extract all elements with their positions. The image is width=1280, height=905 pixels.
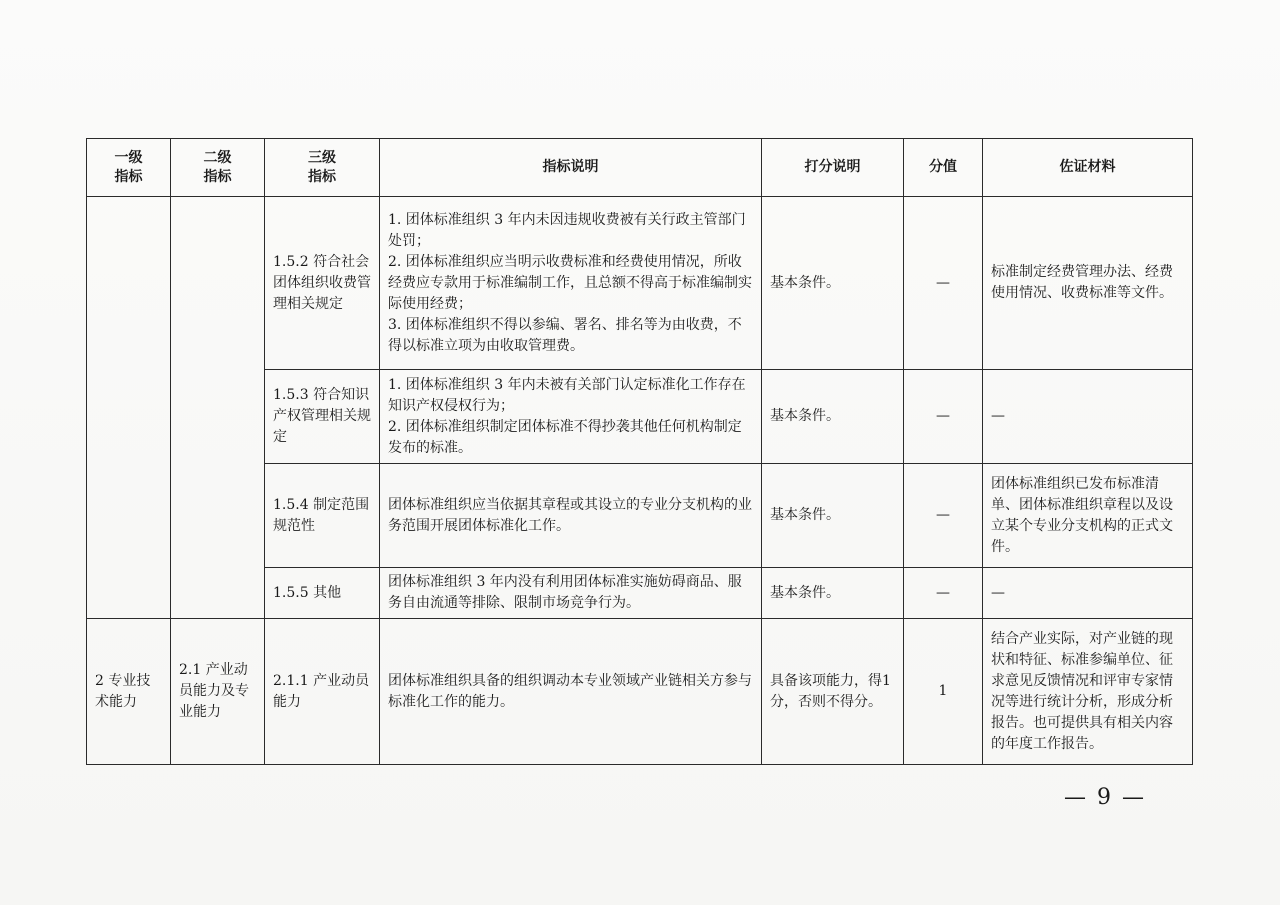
level3-cell: 1.5.3 符合知识产权管理相关规定 bbox=[265, 370, 380, 464]
score-cell: 1 bbox=[904, 619, 983, 765]
scoring-cell: 基本条件。 bbox=[762, 197, 904, 370]
evidence-cell: 标准制定经费管理办法、经费使用情况、收费标准等文件。 bbox=[983, 197, 1193, 370]
table-row bbox=[87, 619, 1193, 765]
scoring-cell: 具备该项能力，得1分，否则不得分。 bbox=[762, 619, 904, 765]
level1-cell: 2 专业技术能力 bbox=[87, 619, 171, 765]
level1-cell-empty bbox=[87, 197, 171, 619]
header-evidence: 佐证材料 bbox=[983, 139, 1193, 197]
evidence-cell: 团体标准组织已发布标准清单、团体标准组织章程以及设立某个专业分支机构的正式文件。 bbox=[983, 464, 1193, 568]
table-row bbox=[87, 197, 1193, 370]
evidence-cell: — bbox=[983, 370, 1193, 464]
score-cell: — bbox=[904, 197, 983, 370]
description-cell: 1. 团体标准组织 3 年内未因违规收费被有关行政主管部门处罚； 2. 团体标准组织应当明示收费标准和经费使用情况，所收经费应专款用于标准编制工作，且总额不得高于标准编制实际使用经费； 3. 团体标准组织不得以参编、署名、排名等为由收费，不得以标准立项为由收取管理费。 bbox=[380, 197, 762, 370]
evidence-cell: — bbox=[983, 568, 1193, 619]
header-score: 分值 bbox=[904, 139, 983, 197]
header-description: 指标说明 bbox=[380, 139, 762, 197]
level3-cell: 1.5.5 其他 bbox=[265, 568, 380, 619]
description-cell: 团体标准组织 3 年内没有利用团体标准实施妨碍商品、服务自由流通等排除、限制市场竞争行为。 bbox=[380, 568, 762, 619]
scoring-cell: 基本条件。 bbox=[762, 568, 904, 619]
score-cell: — bbox=[904, 464, 983, 568]
level3-cell: 1.5.2 符合社会团体组织收费管理相关规定 bbox=[265, 197, 380, 370]
description-cell: 1. 团体标准组织 3 年内未被有关部门认定标准化工作存在知识产权侵权行为； 2. 团体标准组织制定团体标准不得抄袭其他任何机构制定发布的标准。 bbox=[380, 370, 762, 464]
header-level3: 三级 指标 bbox=[265, 139, 380, 197]
header-scoring: 打分说明 bbox=[762, 139, 904, 197]
description-cell: 团体标准组织应当依据其章程或其设立的专业分支机构的业务范围开展团体标准化工作。 bbox=[380, 464, 762, 568]
evidence-cell: 结合产业实际，对产业链的现状和特征、标准参编单位、征求意见反馈情况和评审专家情况等进行统计分析，形成分析报告。也可提供具有相关内容的年度工作报告。 bbox=[983, 619, 1193, 765]
description-cell: 团体标准组织具备的组织调动本专业领域产业链相关方参与标准化工作的能力。 bbox=[380, 619, 762, 765]
evaluation-table bbox=[86, 138, 1193, 765]
level3-cell: 1.5.4 制定范围规范性 bbox=[265, 464, 380, 568]
scoring-cell: 基本条件。 bbox=[762, 464, 904, 568]
level2-cell: 2.1 产业动员能力及专业能力 bbox=[171, 619, 265, 765]
level2-cell-empty bbox=[171, 197, 265, 619]
level3-cell: 2.1.1 产业动员能力 bbox=[265, 619, 380, 765]
header-level2: 二级 指标 bbox=[171, 139, 265, 197]
header-level1: 一级 指标 bbox=[87, 139, 171, 197]
page-number: — 9 — bbox=[1064, 785, 1146, 810]
scoring-cell: 基本条件。 bbox=[762, 370, 904, 464]
score-cell: — bbox=[904, 370, 983, 464]
score-cell: — bbox=[904, 568, 983, 619]
table-header-row bbox=[87, 139, 1193, 197]
